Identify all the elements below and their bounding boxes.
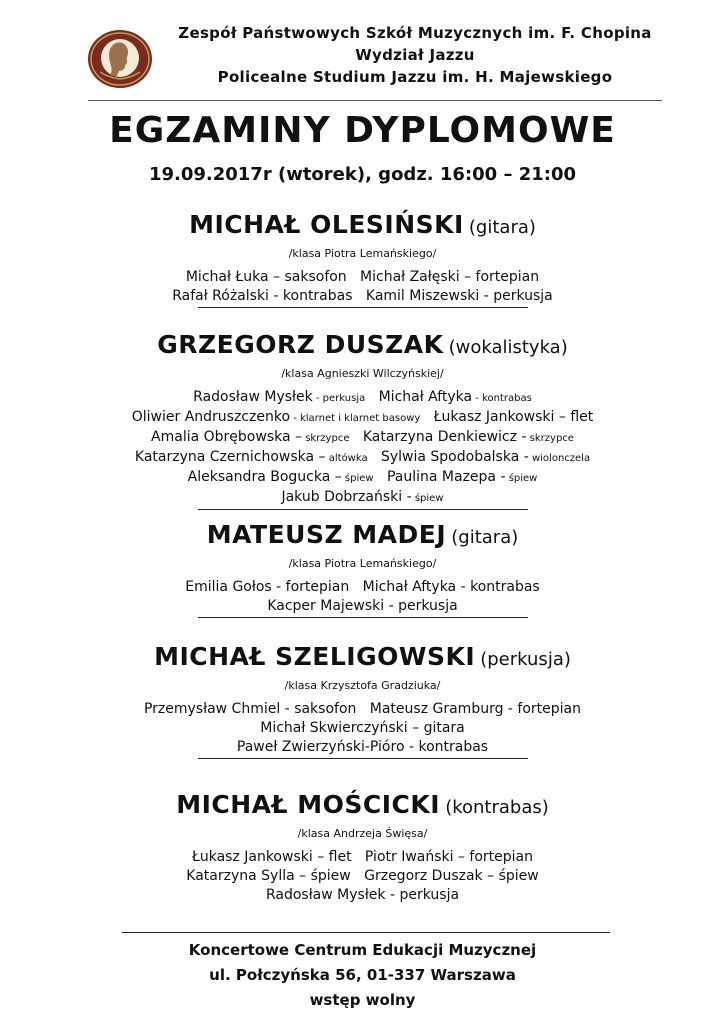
candidate-heading: [0, 520, 725, 553]
musicians-line: [0, 448, 725, 468]
school-logo-icon: [86, 28, 154, 90]
musicians-line: [0, 488, 725, 508]
footer-divider: [122, 932, 610, 933]
candidate-heading: [0, 790, 725, 823]
candidate-name: MATEUSZ MADEJ: [206, 520, 447, 549]
section-divider: [198, 758, 528, 759]
musician-instrument: wiolonczela: [528, 453, 591, 464]
musician-instrument: - perkusja: [312, 393, 366, 404]
musician: Rafał Różalski - kontrabas: [172, 288, 353, 304]
school-name: Zespół Państwowych Szkół Muzycznych im. F. Chopina: [178, 24, 652, 42]
musician: Jakub Dobrzański -: [281, 489, 412, 505]
venue-name: Koncertowe Centrum Edukacji Muzycznej: [188, 941, 537, 959]
musician: Kacper Majewski - perkusja: [267, 598, 458, 614]
musician: Michał Załęski – fortepian: [360, 269, 540, 285]
musician-instrument: altówka: [325, 453, 368, 464]
venue-footer: [0, 938, 725, 1013]
teacher-class: /klasa Krzysztofa Gradziuka/: [284, 679, 441, 692]
admission-note: wstęp wolny: [309, 991, 416, 1009]
musician: Mateusz Gramburg - fortepian: [369, 701, 582, 717]
candidate-name: MICHAŁ MOŚCICKI: [176, 790, 441, 819]
musician: Paulina Mazepa -: [386, 469, 506, 485]
musician-instrument: skrzypce: [526, 433, 574, 444]
exam-section-moscicki: [0, 790, 725, 905]
section-divider: [198, 617, 528, 618]
candidate-instrument: (gitara): [468, 217, 536, 238]
candidate-instrument: (kontrabas): [445, 797, 549, 818]
musician-instrument: - kontrabas: [472, 393, 532, 404]
candidate-heading: [0, 210, 725, 243]
musician-instrument: - klarnet i klarnet basowy: [290, 413, 421, 424]
musicians-line: [0, 597, 725, 616]
musician-instrument: skrzypce: [302, 433, 350, 444]
candidate-name: MICHAŁ SZELIGOWSKI: [154, 642, 476, 671]
section-divider: [198, 307, 528, 308]
musicians-line: [0, 886, 725, 905]
musician: Radosław Mysłek: [193, 389, 313, 405]
musician-instrument: śpiew: [505, 473, 538, 484]
musicians-line: [0, 738, 725, 757]
teacher-class: /klasa Piotra Lemańskiego/: [288, 557, 437, 570]
musician: Grzegorz Duszak – śpiew: [364, 868, 539, 884]
musician: Michał Skwierczyński – gitara: [260, 720, 465, 736]
header-divider: [88, 100, 662, 101]
teacher-class: /klasa Piotra Lemańskiego/: [288, 247, 437, 260]
musician: Paweł Zwierzyński-Pióro - kontrabas: [236, 739, 489, 755]
musicians-line: [0, 388, 725, 408]
musicians-line: [0, 287, 725, 306]
candidate-heading: [0, 330, 725, 363]
musician: Radosław Mysłek - perkusja: [265, 887, 460, 903]
musician: Łukasz Jankowski – flet: [433, 409, 594, 425]
exam-section-szeligowski: [0, 642, 725, 759]
candidate-heading: [0, 642, 725, 675]
musician: Katarzyna Denkiewicz -: [362, 429, 527, 445]
musician: Katarzyna Sylla – śpiew: [186, 868, 351, 884]
candidate-name: MICHAŁ OLESIŃSKI: [189, 210, 464, 239]
musician: Piotr Iwański – fortepian: [364, 849, 534, 865]
school-header: [150, 22, 680, 88]
studio-name: Policealne Studium Jazzu im. H. Majewskiego: [217, 68, 613, 86]
musicians-line: [0, 428, 725, 448]
teacher-class: /klasa Agnieszki Wilczyńskiej/: [281, 367, 444, 380]
musician: Aleksandra Bogucka –: [187, 469, 342, 485]
musicians-line: [0, 268, 725, 287]
musicians-line: [0, 578, 725, 597]
candidate-instrument: (wokalistyka): [448, 337, 568, 358]
musician: Oliwier Andruszczenko: [131, 409, 291, 425]
musician: Sylwia Spodobalska -: [380, 449, 529, 465]
candidate-instrument: (perkusja): [480, 649, 571, 670]
exam-section-duszak: [0, 330, 725, 510]
candidate-name: GRZEGORZ DUSZAK: [157, 330, 444, 359]
section-divider: [198, 509, 528, 510]
musicians-line: [0, 848, 725, 867]
page-title: EGZAMINY DYPLOMOWE: [109, 110, 616, 151]
musician: Michał Aftyka - kontrabas: [362, 579, 540, 595]
musician: Michał Łuka – saksofon: [185, 269, 347, 285]
musician: Amalia Obrębowska –: [151, 429, 303, 445]
musician: Kamil Miszewski - perkusja: [365, 288, 553, 304]
musicians-line: [0, 867, 725, 886]
department-name: Wydział Jazzu: [355, 46, 475, 64]
musicians-line: [0, 408, 725, 428]
exam-section-olesinski: [0, 210, 725, 308]
candidate-instrument: (gitara): [451, 527, 519, 548]
musician-instrument: śpiew: [411, 493, 444, 504]
musicians-line: [0, 719, 725, 738]
musician: Katarzyna Czernichowska –: [134, 449, 326, 465]
musicians-line: [0, 468, 725, 488]
teacher-class: /klasa Andrzeja Święsa/: [297, 827, 428, 840]
exam-section-madej: [0, 520, 725, 618]
venue-address: ul. Połczyńska 56, 01-337 Warszawa: [209, 966, 516, 984]
musician: Michał Aftyka: [378, 389, 473, 405]
musician: Emilia Gołos - fortepian: [185, 579, 350, 595]
musician: Łukasz Jankowski – flet: [191, 849, 352, 865]
exam-date: 19.09.2017r (wtorek), godz. 16:00 – 21:00: [148, 164, 577, 185]
musician: Przemysław Chmiel - saksofon: [143, 701, 357, 717]
musicians-line: [0, 700, 725, 719]
musician-instrument: śpiew: [341, 473, 374, 484]
